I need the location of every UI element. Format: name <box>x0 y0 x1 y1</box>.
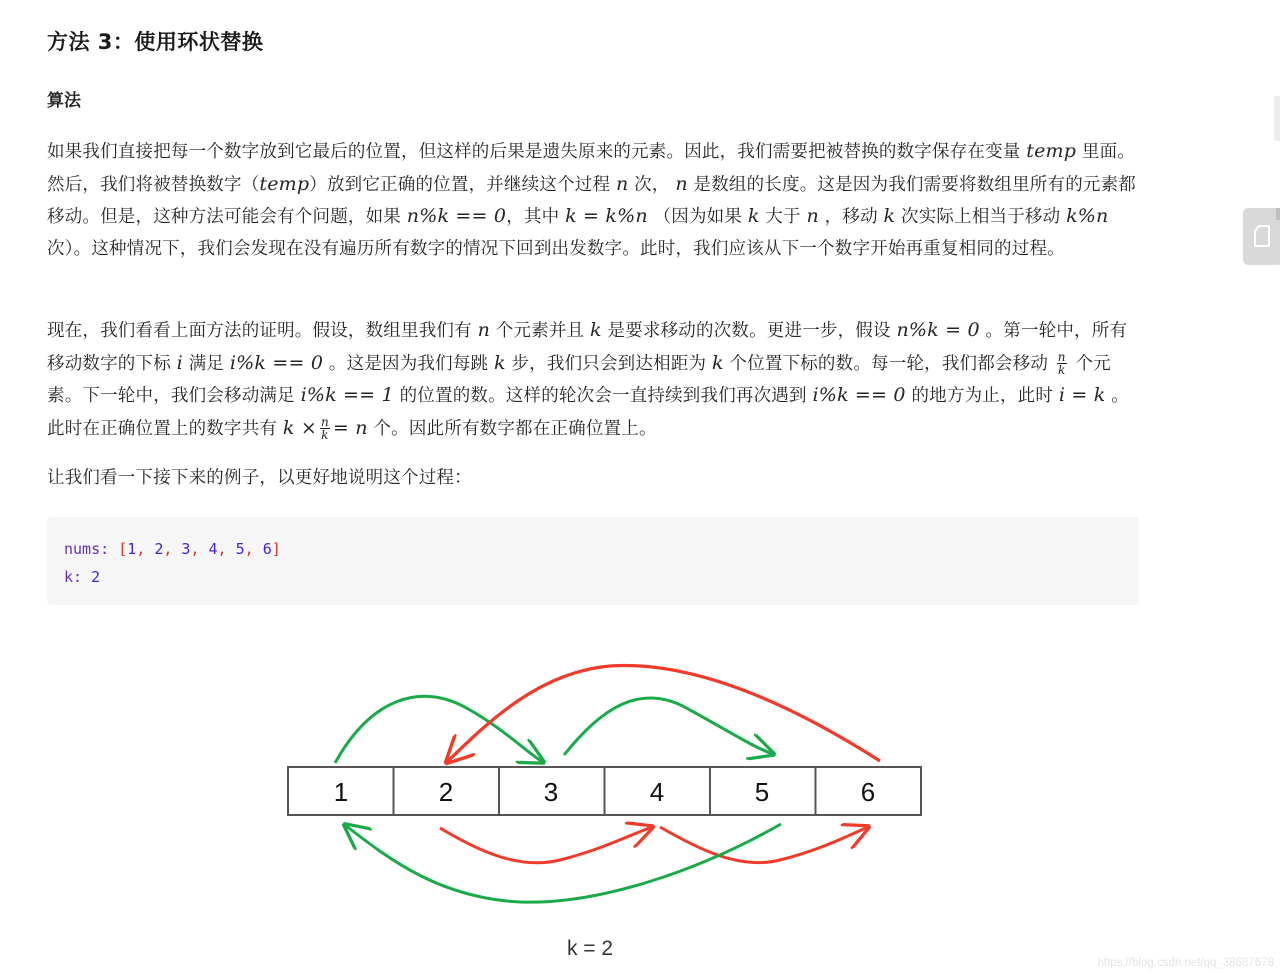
math-inline: n%k == 0 <box>406 205 507 227</box>
array-cell: 5 <box>754 777 770 807</box>
section-heading: 算法 <box>47 91 81 111</box>
arrow-red-6-to-2 <box>447 666 880 762</box>
math-inline: k <box>747 205 760 227</box>
arrow-red-2-to-4 <box>440 827 652 863</box>
paragraph-proof: 现在，我们看看上面方法的证明。假设，数组里我们有 n 个元素并且 k 是要求移动的次数。更进一步，假设 n%k = 0 。第一轮中，所有移动数字的下标 i 满足 i%k == 0 。这是因为我们每跳 k 步，我们只会到达相距为 k 个位置下标的数。每一轮，我们都会移动 $\frac{n}{k}$ 个元素。下一轮中，我们会移动满足 i%k == 1 的位置的数。这样的轮次会一直持续到我们再次遇到 i%k == 0 的地方为止，此时 i = k 。此时在正确位置上的数字共有 k × $\frac{n}{k}$ = n 个。因此所有数字都在正确位置上。 <box>47 319 1129 442</box>
math-inline: n <box>675 172 688 195</box>
side-document-button[interactable] <box>1243 208 1280 265</box>
array-cell: 3 <box>543 777 559 807</box>
math-inline: n <box>615 172 629 195</box>
math-inline: i = k <box>1058 384 1106 406</box>
math-inline: k × <box>282 416 317 439</box>
math-inline: k <box>711 351 724 374</box>
math-inline: k%n <box>1066 205 1109 227</box>
diagram-caption: k = 2 <box>566 937 614 960</box>
math-inline: = n <box>332 416 368 439</box>
array-cell: 2 <box>438 777 454 807</box>
math-fraction: $\frac{n}{k}$ <box>320 415 329 442</box>
array-cell: 4 <box>649 777 665 807</box>
side-strip <box>1276 208 1280 220</box>
paragraph-example-intro: 让我们看一下接下来的例子，以更好地说明这个过程： <box>47 468 472 488</box>
math-inline: i%k == 0 <box>812 384 906 406</box>
math-inline: k <box>590 319 602 341</box>
array-cells <box>288 767 921 815</box>
math-fraction: $\frac{n}{k}$ <box>1057 350 1066 377</box>
scrollbar[interactable] <box>1274 96 1280 141</box>
page-title: 方法 3：使用环状替换 <box>47 30 264 54</box>
math-inline: k <box>493 351 506 374</box>
arrow-green-3-to-5 <box>564 698 773 755</box>
math-inline: n <box>477 319 490 341</box>
arrow-green-5-to-1 <box>345 824 781 902</box>
document-icon <box>1253 225 1271 247</box>
math-inline: temp <box>1026 140 1077 162</box>
math-inline: i%k == 0 <box>229 351 324 374</box>
watermark: https://blog.csdn.net/qq_38687678 <box>1097 957 1274 969</box>
math-inline: n <box>806 205 819 227</box>
math-inline: k = k%n <box>565 205 648 227</box>
paragraph-algorithm: 如果我们直接把每一个数字放到它最后的位置，但这样的后果是遗失原来的元素。因此，我们需要把被替换的数字保存在变量 temp 里面。然后，我们将被替换数字（temp）放到它正确的位置，并继续这个过程 n 次， n 是数组的长度。这是因为我们需要将数组里所有的元素都移动。但是，这种方法可能会有个问题，如果 n%k == 0，其中 k = k%n （因为如果 k 大于 n ，移动 k 次实际上相当于移动 k%n 次）。这种情况下，我们会发现在没有遍历所有数字的情况下回到出发数字。此时，我们应该从下一个数字开始再重复相同的过程。 <box>47 140 1137 259</box>
math-inline: k <box>883 205 896 227</box>
math-inline: i%k == 1 <box>300 384 394 406</box>
array-cell: 1 <box>333 777 349 807</box>
code-block: nums: [1, 2, 3, 4, 5, 6] k: 2 <box>47 517 1139 605</box>
math-inline: i <box>176 351 183 374</box>
math-inline: temp <box>259 172 310 195</box>
math-inline: n%k = 0 <box>896 319 980 341</box>
array-cell: 6 <box>860 777 876 807</box>
